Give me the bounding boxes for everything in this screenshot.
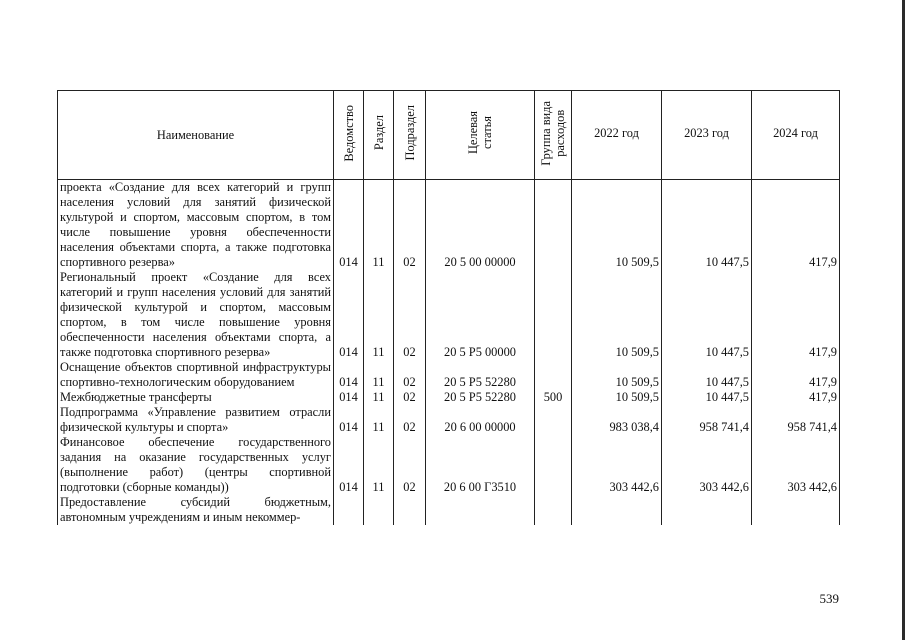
- budget-document: [57, 90, 839, 525]
- row-vedomstvo: 014: [334, 180, 364, 271]
- row-podrazdel: 02: [394, 390, 426, 405]
- row-2023: [662, 495, 752, 525]
- row-podrazdel: 02: [394, 270, 426, 360]
- row-2023: 303 442,6: [662, 435, 752, 495]
- table-row: [58, 495, 840, 525]
- row-podrazdel: 02: [394, 435, 426, 495]
- row-razdel: 11: [364, 270, 394, 360]
- row-2022: 10 509,5: [572, 270, 662, 360]
- row-statya: 20 5 00 00000: [426, 180, 535, 271]
- row-2022: [572, 495, 662, 525]
- table-row: [58, 180, 840, 271]
- row-podrazdel: [394, 495, 426, 525]
- row-vedomstvo: 014: [334, 360, 364, 390]
- row-2024: 958 741,4: [752, 405, 840, 435]
- row-name: Межбюджетные трансферты: [58, 390, 334, 405]
- row-vedomstvo: 014: [334, 390, 364, 405]
- row-gruppa: [535, 270, 572, 360]
- row-statya: [426, 495, 535, 525]
- page-number: 539: [819, 591, 839, 606]
- row-2024: 417,9: [752, 390, 840, 405]
- row-razdel: 11: [364, 180, 394, 271]
- header-2022: 2022 год: [572, 91, 662, 180]
- row-statya: 20 5 P5 52280: [426, 360, 535, 390]
- row-2022: 10 509,5: [572, 360, 662, 390]
- table-row: [58, 270, 840, 360]
- row-podrazdel: 02: [394, 360, 426, 390]
- row-gruppa: [535, 405, 572, 435]
- row-razdel: [364, 495, 394, 525]
- row-name: Региональный проект «Создание для всех категорий и групп населения условий для занятий физической культурой и спортом, массовым спортом, в том числе повышение уровня обеспеченности населения объектами спорта, а также подготовка спортивного резерва»: [58, 270, 334, 360]
- row-2023: 958 741,4: [662, 405, 752, 435]
- header-name: Наименование: [58, 91, 334, 180]
- row-statya: 20 6 00 00000: [426, 405, 535, 435]
- row-2023: 10 447,5: [662, 180, 752, 271]
- row-2023: 10 447,5: [662, 390, 752, 405]
- header-vedomstvo: Ведомство: [334, 91, 364, 180]
- header-razdel: Раздел: [364, 91, 394, 180]
- row-2024: 303 442,6: [752, 435, 840, 495]
- budget-table: [57, 90, 840, 525]
- row-2023: 10 447,5: [662, 360, 752, 390]
- row-podrazdel: 02: [394, 180, 426, 271]
- header-2023: 2023 год: [662, 91, 752, 180]
- row-podrazdel: 02: [394, 405, 426, 435]
- row-vedomstvo: [334, 495, 364, 525]
- row-vedomstvo: 014: [334, 270, 364, 360]
- row-gruppa: 500: [535, 390, 572, 405]
- row-2022: 303 442,6: [572, 435, 662, 495]
- row-gruppa: [535, 495, 572, 525]
- row-gruppa: [535, 180, 572, 271]
- row-2022: 10 509,5: [572, 180, 662, 271]
- row-2023: 10 447,5: [662, 270, 752, 360]
- row-2024: 417,9: [752, 360, 840, 390]
- table-row: [58, 405, 840, 435]
- row-razdel: 11: [364, 390, 394, 405]
- row-2024: [752, 495, 840, 525]
- row-gruppa: [535, 435, 572, 495]
- row-2024: 417,9: [752, 270, 840, 360]
- row-2024: 417,9: [752, 180, 840, 271]
- row-name: Оснащение объектов спортивной инфраструктуры спортивно-технологическим оборудованием: [58, 360, 334, 390]
- row-name: Подпрограмма «Управление развитием отрасли физической культуры и спорта»: [58, 405, 334, 435]
- row-statya: 20 5 P5 00000: [426, 270, 535, 360]
- row-razdel: 11: [364, 435, 394, 495]
- header-statya: Целевая статья: [426, 91, 535, 180]
- table-row: [58, 360, 840, 390]
- row-2022: 10 509,5: [572, 390, 662, 405]
- row-vedomstvo: 014: [334, 405, 364, 435]
- row-statya: 20 5 P5 52280: [426, 390, 535, 405]
- table-header-row: [58, 91, 840, 180]
- header-2024: 2024 год: [752, 91, 840, 180]
- row-name: проекта «Создание для всех категорий и групп населения условий для занятий физической культурой и спортом, массовым спортом, в том числе повышение уровня обеспеченности населения объектами спорта, а также подготовка спортивного резерва»: [58, 180, 334, 271]
- row-name: Предоставление субсидий бюджетным, автономным учреждениям и иным некоммер-: [58, 495, 334, 525]
- row-statya: 20 6 00 Г3510: [426, 435, 535, 495]
- row-gruppa: [535, 360, 572, 390]
- row-razdel: 11: [364, 405, 394, 435]
- table-row: [58, 435, 840, 495]
- header-podrazdel: Подраздел: [394, 91, 426, 180]
- row-vedomstvo: 014: [334, 435, 364, 495]
- row-name: Финансовое обеспечение государственного задания на оказание государственных услуг (выполнение работ) (центры спортивной подготовки (сборные команды)): [58, 435, 334, 495]
- row-2022: 983 038,4: [572, 405, 662, 435]
- header-gruppa: Группа вида расходов: [535, 91, 572, 180]
- table-row: [58, 390, 840, 405]
- row-razdel: 11: [364, 360, 394, 390]
